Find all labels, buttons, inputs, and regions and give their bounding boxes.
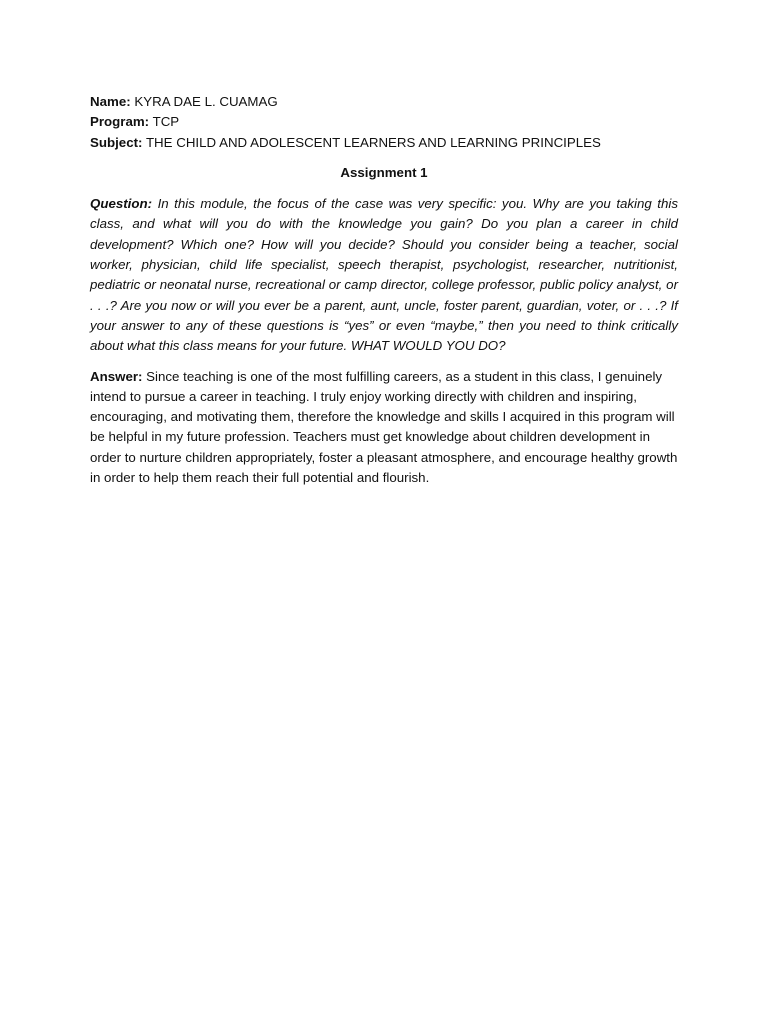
name-line	[90, 92, 678, 112]
program-value: TCP	[152, 114, 180, 130]
name-value: KYRA DAE L. CUAMAG	[134, 94, 278, 109]
question-paragraph	[90, 194, 678, 356]
question-label: Question:	[90, 196, 153, 212]
program-label: Program:	[90, 114, 150, 130]
subject-label: Subject:	[90, 134, 143, 150]
subject-value: THE CHILD AND ADOLESCENT LEARNERS AND LEARNING PRINCIPLES	[145, 134, 601, 150]
answer-text: Since teaching is one of the most fulfilling careers, as a student in this class, I genuinely intend to pursue a career in teaching. I truly enjoy working directly with children and inspiring, encouraging, and motivating them, therefore the knowledge and skills I acquired in this program will be helpful in my future profession. Teachers must get knowledge about children development in order to nurture children appropriately, foster a pleasant atmosphere, and encourage healthy growth in order to help them reach their full potential and flourish.	[90, 368, 678, 486]
program-line	[90, 112, 678, 132]
subject-line	[90, 133, 678, 153]
answer-paragraph	[90, 367, 678, 489]
assignment-title: Assignment 1	[340, 164, 428, 180]
name-label: Name:	[90, 94, 131, 109]
question-text: In this module, the focus of the case was very specific: you. Why are you taking this class, and what will you do with the knowledge you gain? Do you plan a career in child development? Which one? How will you decide? Should you consider being a teacher, social worker, physician, child life specialist, speech therapist, psychologist, researcher, nutritionist, pediatric or neonatal nurse, recreational or camp director, college professor, public policy analyst, or . . .? Are you now or will you ever be a parent, aunt, uncle, foster parent, guardian, voter, or . . .? If your answer to any of these questions is “yes” or even “maybe,” then you need to think critically about what this class means for your future. WHAT WOULD YOU DO?	[90, 196, 678, 354]
document-page	[90, 92, 678, 488]
answer-label: Answer:	[90, 368, 143, 384]
